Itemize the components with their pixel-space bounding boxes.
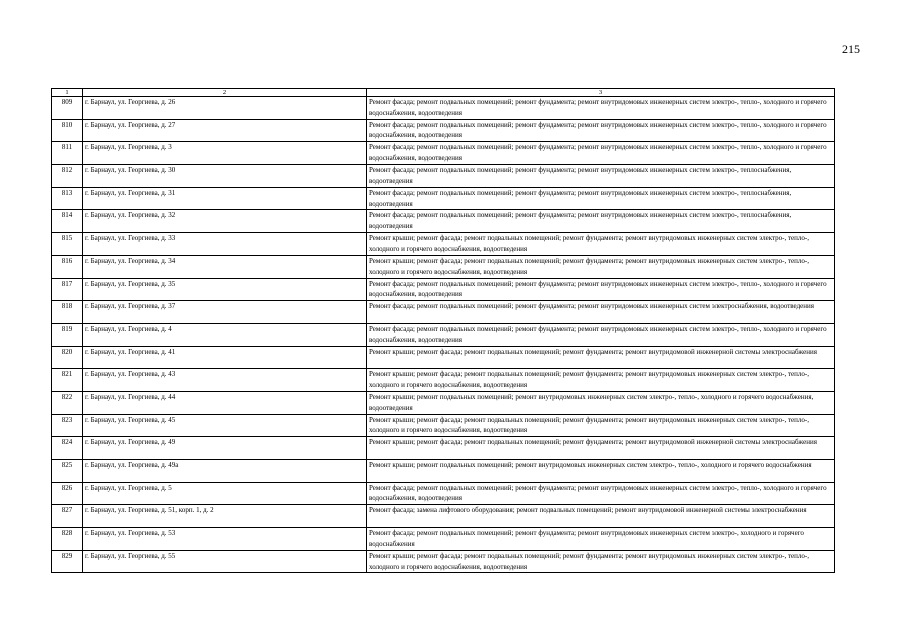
- row-number-cell: 819: [52, 323, 83, 346]
- address-cell: г. Барнаул, ул. Георгиева, д. 55: [83, 550, 367, 573]
- works-cell: Ремонт фасада; замена лифтового оборудования; ремонт подвальных помещений; ремонт внутридомовой инженерной системы электроснабжения: [367, 505, 835, 528]
- address-cell: г. Барнаул, ул. Георгиева, д. 35: [83, 278, 367, 301]
- works-cell: Ремонт крыши; ремонт фасада; ремонт подвальных помещений; ремонт фундамента; ремонт внутридомовой инженерной системы электроснабжения: [367, 346, 835, 369]
- row-number-cell: 827: [52, 505, 83, 528]
- address-cell: г. Барнаул, ул. Георгиева, д. 5: [83, 482, 367, 505]
- row-number-cell: 829: [52, 550, 83, 573]
- works-cell: Ремонт крыши; ремонт фасада; ремонт подвальных помещений; ремонт фундамента; ремонт внутридомовых инженерных систем электро-, тепло-, холодного и горячего водоснабжения, водоотведения: [367, 255, 835, 278]
- row-number-cell: 817: [52, 278, 83, 301]
- row-number-cell: 828: [52, 528, 83, 551]
- header-col-3: 3: [367, 89, 835, 97]
- table-row: [52, 460, 835, 483]
- address-cell: г. Барнаул, ул. Георгиева, д. 26: [83, 97, 367, 120]
- table-row: [52, 165, 835, 188]
- address-cell: г. Барнаул, ул. Георгиева, д. 51, корп. 1, д. 2: [83, 505, 367, 528]
- works-cell: Ремонт крыши; ремонт подвальных помещений; ремонт внутридомовых инженерных систем электро-, тепло-, холодного и горячего водоснабжения: [367, 460, 835, 483]
- row-number-cell: 813: [52, 187, 83, 210]
- row-number-cell: 812: [52, 165, 83, 188]
- address-cell: г. Барнаул, ул. Георгиева, д. 4: [83, 323, 367, 346]
- row-number-cell: 821: [52, 369, 83, 392]
- works-cell: Ремонт крыши; ремонт фасада; ремонт подвальных помещений; ремонт фундамента; ремонт внутридомовой инженерной системы электроснабжения: [367, 437, 835, 460]
- table-row: [52, 369, 835, 392]
- row-number-cell: 811: [52, 142, 83, 165]
- address-cell: г. Барнаул, ул. Георгиева, д. 31: [83, 187, 367, 210]
- row-number-cell: 814: [52, 210, 83, 233]
- table-row: [52, 187, 835, 210]
- table-row: [52, 346, 835, 369]
- table-row: [52, 301, 835, 324]
- row-number-cell: 818: [52, 301, 83, 324]
- row-number-cell: 816: [52, 255, 83, 278]
- works-cell: Ремонт фасада; ремонт подвальных помещений; ремонт фундамента; ремонт внутридомовых инженерных систем электро-, тепло-, холодного и горячего водоснабжения, водоотведения: [367, 482, 835, 505]
- works-cell: Ремонт фасада; ремонт подвальных помещений; ремонт фундамента; ремонт внутридомовых инженерных систем электро-, теплоснабжения, водоотведения: [367, 187, 835, 210]
- repair-works-table: [51, 88, 835, 573]
- works-cell: Ремонт фасада; ремонт подвальных помещений; ремонт фундамента; ремонт внутридомовых инженерных систем электро-, тепло-, холодного и горячего водоснабжения, водоотведения: [367, 278, 835, 301]
- address-cell: г. Барнаул, ул. Георгиева, д. 45: [83, 414, 367, 437]
- works-cell: Ремонт фасада; ремонт подвальных помещений; ремонт фундамента; ремонт внутридомовых инженерных систем электро-, тепло-, холодного и горячего водоснабжения, водоотведения: [367, 142, 835, 165]
- row-number-cell: 820: [52, 346, 83, 369]
- table-row: [52, 142, 835, 165]
- column-number-header: [52, 89, 835, 97]
- works-cell: Ремонт фасада; ремонт подвальных помещений; ремонт фундамента; ремонт внутридомовых инженерных систем электро-, тепло-, холодного и горячего водоснабжения, водоотведения: [367, 323, 835, 346]
- table-row: [52, 528, 835, 551]
- header-col-2: 2: [83, 89, 367, 97]
- row-number-cell: 815: [52, 233, 83, 256]
- address-cell: г. Барнаул, ул. Георгиева, д. 53: [83, 528, 367, 551]
- table-row: [52, 505, 835, 528]
- table-row: [52, 550, 835, 573]
- works-cell: Ремонт крыши; ремонт фасада; ремонт подвальных помещений; ремонт фундамента; ремонт внутридомовых инженерных систем электро-, тепло-, холодного и горячего водоснабжения, водоотведения: [367, 233, 835, 256]
- table-row: [52, 210, 835, 233]
- works-cell: Ремонт крыши; ремонт подвальных помещений; ремонт внутридомовых инженерных систем электро-, тепло-, холодного и горячего водоснабжения, водоотведения: [367, 391, 835, 414]
- table-row: [52, 414, 835, 437]
- table-row: [52, 119, 835, 142]
- works-cell: Ремонт фасада; ремонт подвальных помещений; ремонт фундамента; ремонт внутридомовых инженерных систем электро-, теплоснабжения, водоотведения: [367, 165, 835, 188]
- table-row: [52, 482, 835, 505]
- table-row: [52, 255, 835, 278]
- works-cell: Ремонт фасада; ремонт подвальных помещений; ремонт фундамента; ремонт внутридомовых инженерных систем электро-, холодного и горячего водоснабжения: [367, 528, 835, 551]
- address-cell: г. Барнаул, ул. Георгиева, д. 3: [83, 142, 367, 165]
- table-row: [52, 391, 835, 414]
- address-cell: г. Барнаул, ул. Георгиева, д. 27: [83, 119, 367, 142]
- table-row: [52, 233, 835, 256]
- works-cell: Ремонт фасада; ремонт подвальных помещений; ремонт фундамента; ремонт внутридомовых инженерных систем электроснабжения, водоотведения: [367, 301, 835, 324]
- address-cell: г. Барнаул, ул. Георгиева, д. 32: [83, 210, 367, 233]
- table-row: [52, 97, 835, 120]
- works-cell: Ремонт крыши; ремонт фасада; ремонт подвальных помещений; ремонт фундамента; ремонт внутридомовых инженерных систем электро-, тепло-, холодного и горячего водоснабжения, водоотведения: [367, 369, 835, 392]
- address-cell: г. Барнаул, ул. Георгиева, д. 41: [83, 346, 367, 369]
- row-number-cell: 825: [52, 460, 83, 483]
- address-cell: г. Барнаул, ул. Георгиева, д. 49: [83, 437, 367, 460]
- address-cell: г. Барнаул, ул. Георгиева, д. 44: [83, 391, 367, 414]
- table-row: [52, 278, 835, 301]
- row-number-cell: 823: [52, 414, 83, 437]
- row-number-cell: 822: [52, 391, 83, 414]
- address-cell: г. Барнаул, ул. Георгиева, д. 37: [83, 301, 367, 324]
- works-cell: Ремонт фасада; ремонт подвальных помещений; ремонт фундамента; ремонт внутридомовых инженерных систем электро-, тепло-, холодного и горячего водоснабжения, водоотведения: [367, 119, 835, 142]
- table-row: [52, 323, 835, 346]
- works-cell: Ремонт фасада; ремонт подвальных помещений; ремонт фундамента; ремонт внутридомовых инженерных систем электро-, тепло-, холодного и горячего водоснабжения, водоотведения: [367, 97, 835, 120]
- works-cell: Ремонт крыши; ремонт фасада; ремонт подвальных помещений; ремонт фундамента; ремонт внутридомовых инженерных систем электро-, тепло-, холодного и горячего водоснабжения, водоотведения: [367, 414, 835, 437]
- address-cell: г. Барнаул, ул. Георгиева, д. 30: [83, 165, 367, 188]
- address-cell: г. Барнаул, ул. Георгиева, д. 34: [83, 255, 367, 278]
- row-number-cell: 824: [52, 437, 83, 460]
- row-number-cell: 826: [52, 482, 83, 505]
- row-number-cell: 810: [52, 119, 83, 142]
- works-cell: Ремонт крыши; ремонт фасада; ремонт подвальных помещений; ремонт фундамента; ремонт внутридомовых инженерных систем электро-, тепло-, холодного и горячего водоснабжения, водоотведения: [367, 550, 835, 573]
- address-cell: г. Барнаул, ул. Георгиева, д. 33: [83, 233, 367, 256]
- table-row: [52, 437, 835, 460]
- works-cell: Ремонт фасада; ремонт подвальных помещений; ремонт фундамента; ремонт внутридомовых инженерных систем электро-, теплоснабжения, водоотведения: [367, 210, 835, 233]
- row-number-cell: 809: [52, 97, 83, 120]
- address-cell: г. Барнаул, ул. Георгиева, д. 43: [83, 369, 367, 392]
- header-col-1: 1: [52, 89, 83, 97]
- page-number: 215: [842, 42, 860, 56]
- address-cell: г. Барнаул, ул. Георгиева, д. 49а: [83, 460, 367, 483]
